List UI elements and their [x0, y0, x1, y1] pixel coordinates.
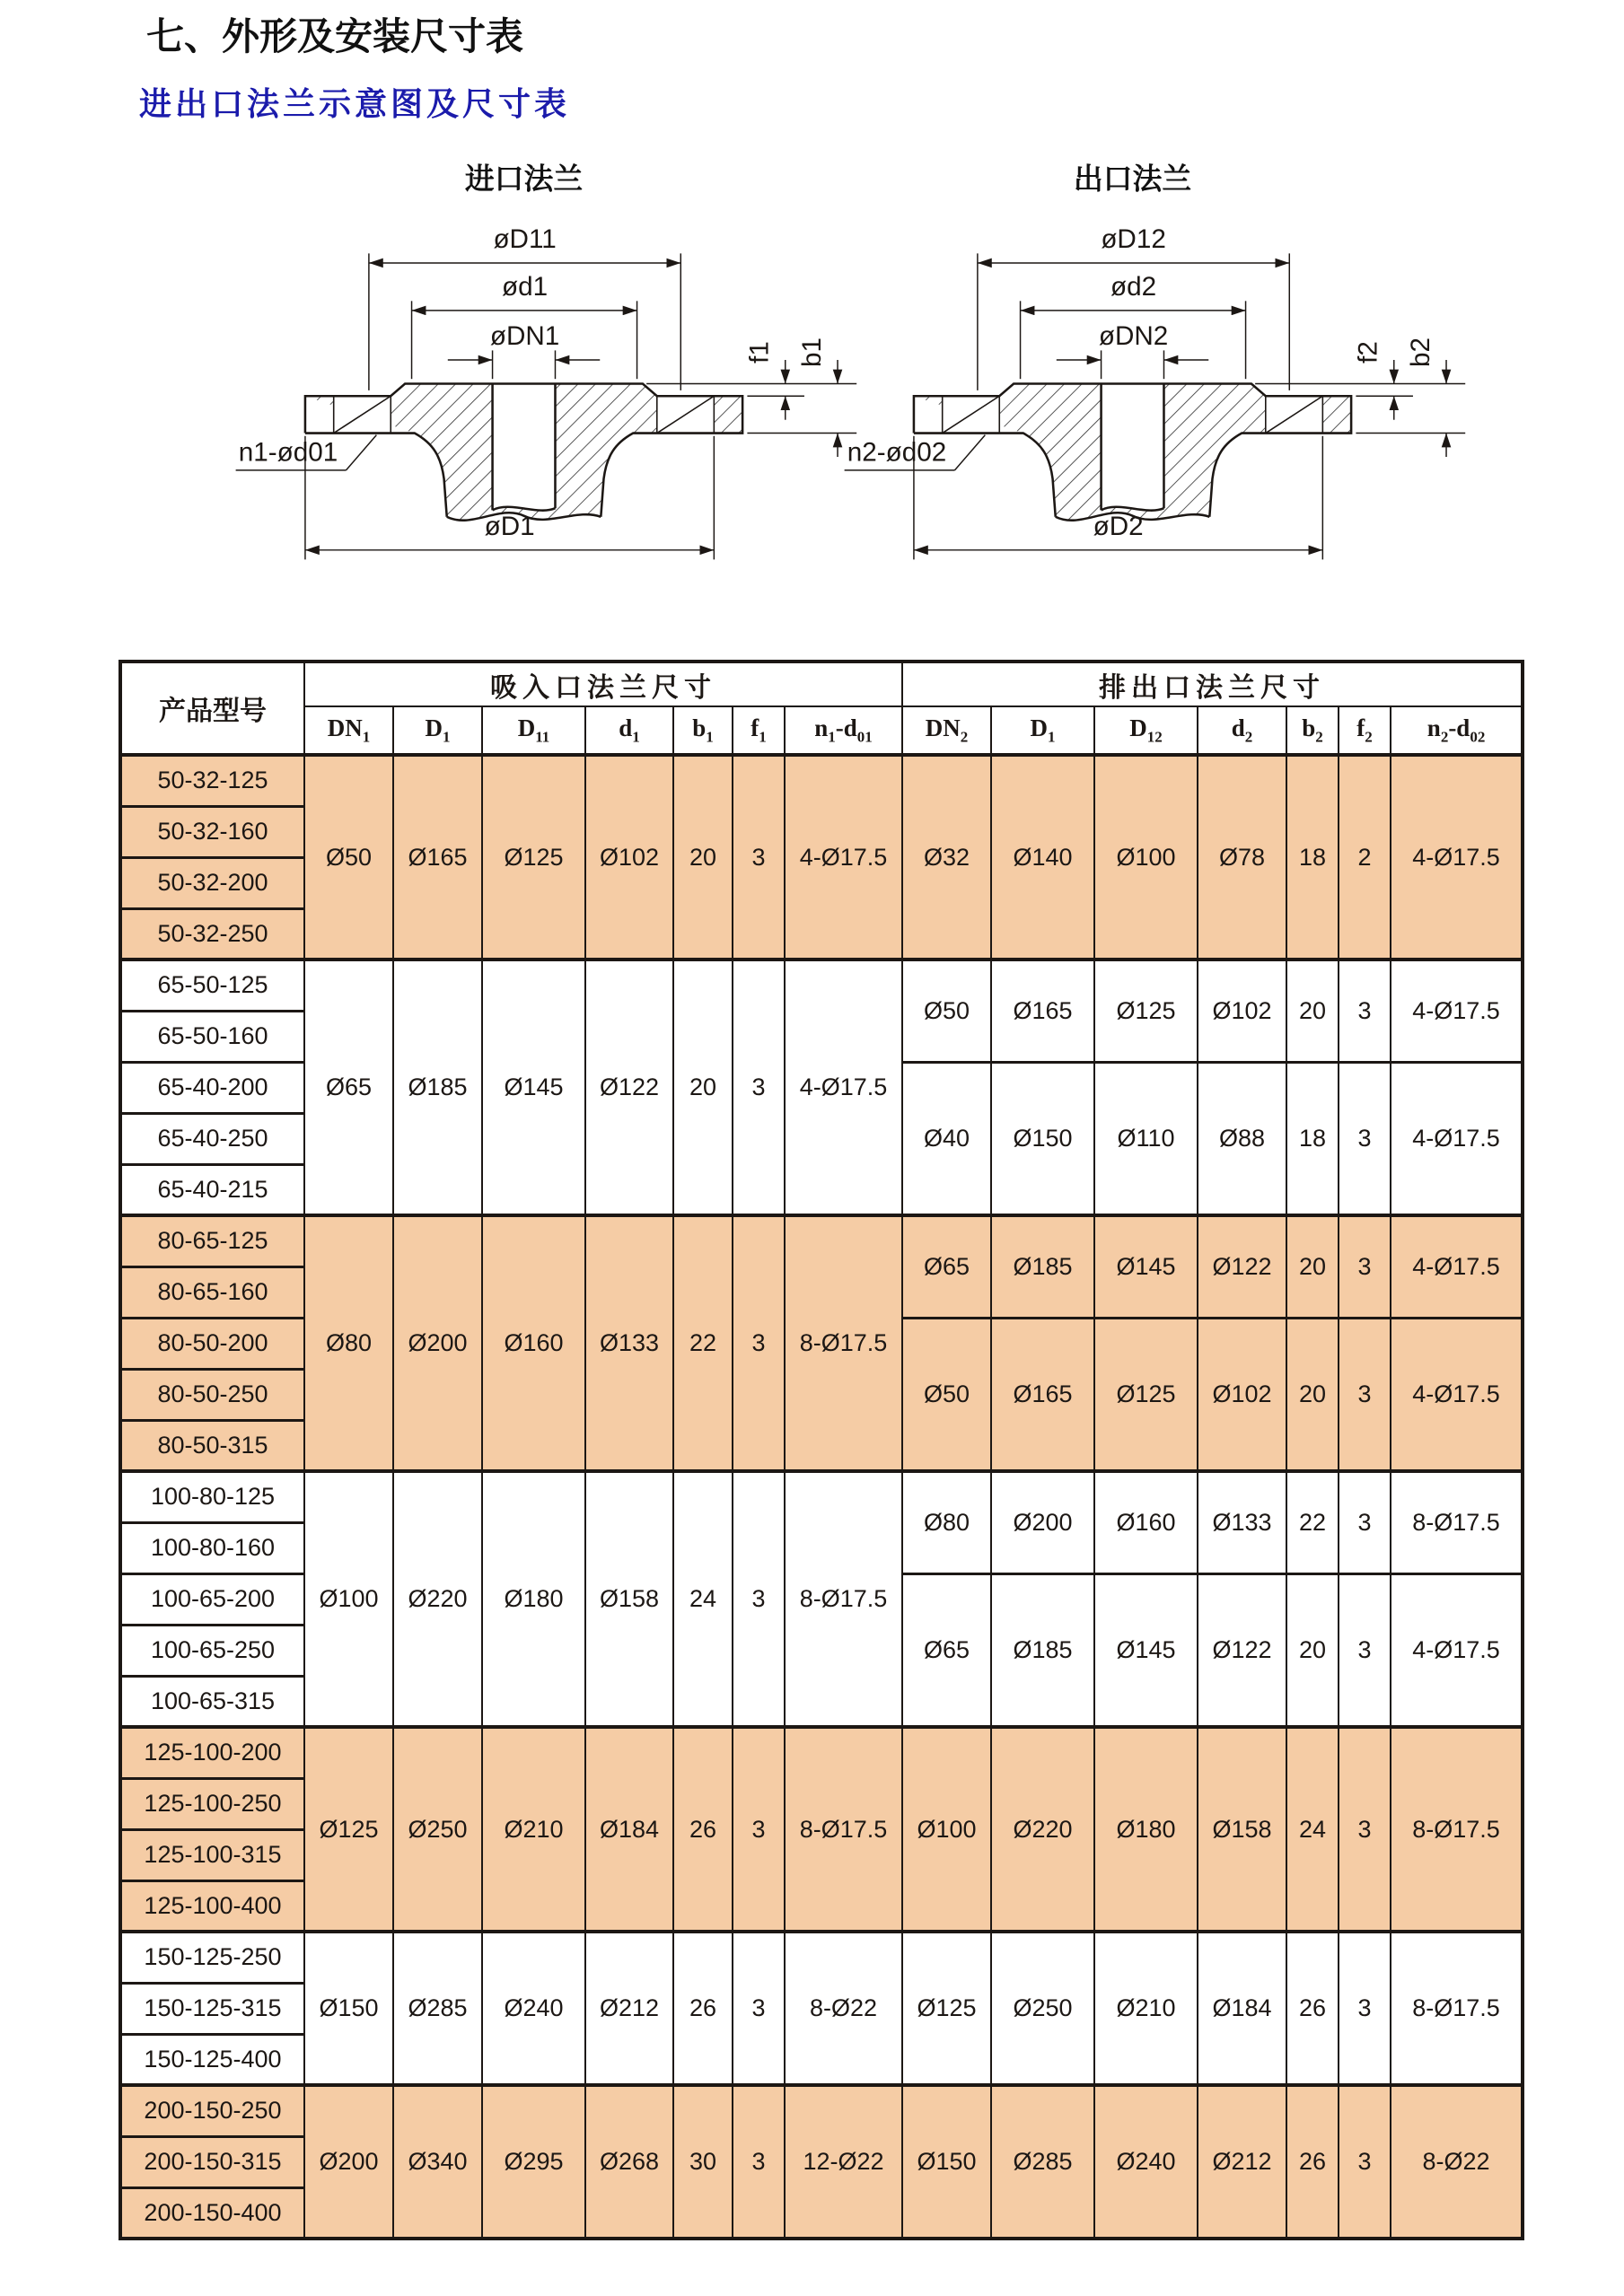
value-cell: 4-Ø17.5: [785, 960, 902, 1215]
value-cell: 8-Ø17.5: [1391, 1471, 1523, 1573]
value-cell: 3: [733, 755, 785, 960]
value-cell: Ø40: [902, 1062, 991, 1215]
model-cell: 125-100-200: [120, 1727, 304, 1778]
value-cell: Ø185: [991, 1215, 1094, 1318]
model-cell: 150-125-250: [120, 1932, 304, 1983]
value-cell: Ø268: [585, 2085, 673, 2239]
value-cell: 3: [733, 1727, 785, 1932]
value-cell: Ø50: [304, 755, 393, 960]
value-cell: Ø65: [902, 1573, 991, 1727]
value-cell: Ø184: [1198, 1932, 1286, 2085]
value-cell: 8-Ø17.5: [1391, 1727, 1523, 1932]
value-cell: Ø240: [482, 1932, 585, 2085]
table-subheader-row: [120, 706, 1523, 755]
model-cell: 65-40-215: [120, 1164, 304, 1215]
value-cell: Ø150: [991, 1062, 1094, 1215]
section-header-suction: 吸入口法兰尺寸: [304, 662, 902, 706]
value-cell: 3: [1339, 1215, 1391, 1318]
value-cell: Ø150: [902, 2085, 991, 2239]
value-cell: 18: [1286, 755, 1339, 960]
model-cell: 100-65-250: [120, 1625, 304, 1676]
value-cell: 12-Ø22: [785, 2085, 902, 2239]
value-cell: Ø185: [991, 1573, 1094, 1727]
value-cell: Ø100: [902, 1727, 991, 1932]
value-cell: Ø110: [1094, 1062, 1198, 1215]
value-cell: 3: [733, 1932, 785, 2085]
model-cell: 100-65-315: [120, 1676, 304, 1727]
model-cell: 50-32-200: [120, 857, 304, 908]
dim-label-f2: f2: [1353, 341, 1383, 364]
column-header: $b_2$: [1286, 706, 1339, 755]
value-cell: Ø65: [304, 960, 393, 1215]
value-cell: 2: [1339, 755, 1391, 960]
table-row: [120, 755, 1523, 806]
value-cell: Ø160: [482, 1215, 585, 1471]
column-header-model: 产品型号: [120, 662, 304, 755]
value-cell: Ø102: [1198, 960, 1286, 1062]
value-cell: Ø165: [393, 755, 482, 960]
value-cell: Ø212: [1198, 2085, 1286, 2239]
value-cell: Ø145: [1094, 1215, 1198, 1318]
value-cell: 8-Ø17.5: [785, 1471, 902, 1727]
value-cell: 20: [673, 755, 733, 960]
value-cell: 20: [1286, 1318, 1339, 1471]
dim-label-DN1: øDN1: [489, 321, 560, 352]
value-cell: 30: [673, 2085, 733, 2239]
value-cell: Ø165: [991, 960, 1094, 1062]
bolt-count-label-inlet: n1-ød01: [238, 437, 338, 468]
value-cell: Ø102: [585, 755, 673, 960]
value-cell: 8-Ø17.5: [785, 1215, 902, 1471]
value-cell: Ø50: [902, 960, 991, 1062]
value-cell: Ø88: [1198, 1062, 1286, 1215]
value-cell: 20: [673, 960, 733, 1215]
value-cell: Ø212: [585, 1932, 673, 2085]
column-header: $f_1$: [733, 706, 785, 755]
value-cell: Ø250: [991, 1932, 1094, 2085]
column-header: $DN_2$: [902, 706, 991, 755]
value-cell: Ø145: [482, 960, 585, 1215]
model-cell: 125-100-315: [120, 1829, 304, 1880]
value-cell: 3: [733, 2085, 785, 2239]
value-cell: Ø125: [1094, 1318, 1198, 1471]
dim-label-D11: øD11: [493, 224, 557, 255]
value-cell: 8-Ø17.5: [785, 1727, 902, 1932]
model-cell: 100-80-125: [120, 1471, 304, 1522]
model-cell: 80-65-160: [120, 1266, 304, 1318]
value-cell: Ø285: [991, 2085, 1094, 2239]
value-cell: 4-Ø17.5: [1391, 960, 1523, 1062]
value-cell: Ø184: [585, 1727, 673, 1932]
dim-label-b2: b2: [1405, 337, 1435, 368]
value-cell: Ø78: [1198, 755, 1286, 960]
dim-label-DN2: øDN2: [1098, 321, 1169, 352]
bolt-count-label-outlet: n2-ød02: [847, 437, 947, 468]
value-cell: 3: [733, 1471, 785, 1727]
value-cell: Ø133: [585, 1215, 673, 1471]
outlet-flange-drawing: [842, 151, 1470, 569]
outlet-drawing-title: 出口法兰: [1073, 163, 1192, 197]
value-cell: Ø210: [482, 1727, 585, 1932]
value-cell: Ø140: [991, 755, 1094, 960]
value-cell: 4-Ø17.5: [1391, 1573, 1523, 1727]
model-cell: 125-100-400: [120, 1880, 304, 1932]
value-cell: Ø200: [991, 1471, 1094, 1573]
model-cell: 80-65-125: [120, 1215, 304, 1266]
value-cell: Ø220: [393, 1471, 482, 1727]
table-row: [120, 1471, 1523, 1522]
value-cell: Ø133: [1198, 1471, 1286, 1573]
bore-channel: [493, 383, 556, 510]
value-cell: Ø122: [585, 960, 673, 1215]
model-cell: 65-50-160: [120, 1011, 304, 1062]
inlet-drawing-title: 进口法兰: [464, 163, 584, 197]
value-cell: Ø185: [393, 960, 482, 1215]
column-header: $d_1$: [585, 706, 673, 755]
table-row: [120, 1727, 1523, 1778]
value-cell: 20: [1286, 960, 1339, 1062]
inlet-flange-drawing: [233, 151, 862, 569]
table-row: [120, 1932, 1523, 1983]
value-cell: 4-Ø17.5: [1391, 1215, 1523, 1318]
value-cell: 26: [673, 1932, 733, 2085]
value-cell: Ø220: [991, 1727, 1094, 1932]
value-cell: 22: [1286, 1471, 1339, 1573]
dim-label-D12: øD12: [1101, 224, 1166, 255]
column-header: $DN_1$: [304, 706, 393, 755]
value-cell: 4-Ø17.5: [1391, 1318, 1523, 1471]
dim-label-b1: b1: [796, 337, 827, 368]
dim-label-d1: ød1: [502, 271, 549, 302]
column-header: $d_2$: [1198, 706, 1286, 755]
model-cell: 200-150-250: [120, 2085, 304, 2136]
value-cell: Ø125: [1094, 960, 1198, 1062]
value-cell: Ø158: [1198, 1727, 1286, 1932]
table-row: [120, 960, 1523, 1011]
value-cell: Ø125: [902, 1932, 991, 2085]
model-cell: 65-50-125: [120, 960, 304, 1011]
value-cell: Ø160: [1094, 1471, 1198, 1573]
model-cell: 50-32-125: [120, 755, 304, 806]
model-cell: 65-40-250: [120, 1113, 304, 1164]
section-header-discharge: 排出口法兰尺寸: [902, 662, 1523, 706]
value-cell: Ø250: [393, 1727, 482, 1932]
value-cell: 3: [1339, 960, 1391, 1062]
column-header: $D_1$: [991, 706, 1094, 755]
value-cell: Ø100: [1094, 755, 1198, 960]
column-header: $D_1$: [393, 706, 482, 755]
flange-dimension-table: [119, 660, 1524, 2240]
value-cell: 18: [1286, 1062, 1339, 1215]
value-cell: 3: [1339, 1573, 1391, 1727]
value-cell: Ø145: [1094, 1573, 1198, 1727]
value-cell: 8-Ø22: [1391, 2085, 1523, 2239]
value-cell: Ø50: [902, 1318, 991, 1471]
value-cell: 20: [1286, 1215, 1339, 1318]
value-cell: 3: [1339, 1727, 1391, 1932]
value-cell: Ø122: [1198, 1215, 1286, 1318]
table-row: [120, 1215, 1523, 1266]
value-cell: 24: [673, 1471, 733, 1727]
value-cell: Ø102: [1198, 1318, 1286, 1471]
value-cell: Ø125: [304, 1727, 393, 1932]
value-cell: 3: [733, 1215, 785, 1471]
value-cell: Ø150: [304, 1932, 393, 2085]
value-cell: Ø240: [1094, 2085, 1198, 2239]
model-cell: 200-150-315: [120, 2136, 304, 2187]
model-cell: 100-65-200: [120, 1573, 304, 1625]
value-cell: 20: [1286, 1573, 1339, 1727]
value-cell: 8-Ø17.5: [1391, 1932, 1523, 2085]
model-cell: 100-80-160: [120, 1522, 304, 1573]
bore-channel: [1102, 383, 1164, 510]
page-title: 七、外形及安装尺寸表: [146, 17, 524, 58]
model-cell: 50-32-160: [120, 806, 304, 857]
value-cell: 24: [1286, 1727, 1339, 1932]
value-cell: 22: [673, 1215, 733, 1471]
value-cell: 4-Ø17.5: [785, 755, 902, 960]
value-cell: Ø180: [1094, 1727, 1198, 1932]
value-cell: Ø65: [902, 1215, 991, 1318]
value-cell: 3: [1339, 1318, 1391, 1471]
table-header-row: [120, 662, 1523, 706]
model-cell: 80-50-200: [120, 1318, 304, 1369]
value-cell: 26: [673, 1727, 733, 1932]
value-cell: Ø210: [1094, 1932, 1198, 2085]
column-header: $n_2-d_{02}$: [1391, 706, 1523, 755]
value-cell: Ø285: [393, 1932, 482, 2085]
value-cell: Ø122: [1198, 1573, 1286, 1727]
column-header: $D_{12}$: [1094, 706, 1198, 755]
section-subtitle: 进出口法兰示意图及尺寸表: [139, 86, 571, 122]
dim-label-D2: øD2: [1093, 511, 1144, 541]
value-cell: 4-Ø17.5: [1391, 755, 1523, 960]
value-cell: Ø125: [482, 755, 585, 960]
dim-label-D1: øD1: [484, 511, 535, 541]
value-cell: 3: [1339, 1932, 1391, 2085]
value-cell: Ø340: [393, 2085, 482, 2239]
value-cell: Ø165: [991, 1318, 1094, 1471]
value-cell: Ø80: [902, 1471, 991, 1573]
dim-label-f1: f1: [744, 341, 775, 364]
column-header: $n_1-d_{01}$: [785, 706, 902, 755]
model-cell: 150-125-400: [120, 2034, 304, 2085]
value-cell: Ø100: [304, 1471, 393, 1727]
model-cell: 125-100-250: [120, 1778, 304, 1829]
value-cell: Ø158: [585, 1471, 673, 1727]
model-cell: 150-125-315: [120, 1983, 304, 2034]
value-cell: 3: [1339, 2085, 1391, 2239]
value-cell: 8-Ø22: [785, 1932, 902, 2085]
value-cell: 3: [1339, 1471, 1391, 1573]
value-cell: 4-Ø17.5: [1391, 1062, 1523, 1215]
column-header: $f_2$: [1339, 706, 1391, 755]
value-cell: 3: [733, 960, 785, 1215]
value-cell: Ø180: [482, 1471, 585, 1727]
model-cell: 200-150-400: [120, 2187, 304, 2239]
value-cell: 26: [1286, 2085, 1339, 2239]
value-cell: 3: [1339, 1062, 1391, 1215]
value-cell: Ø295: [482, 2085, 585, 2239]
value-cell: 26: [1286, 1932, 1339, 2085]
dim-label-d2: ød2: [1110, 271, 1157, 302]
model-cell: 80-50-250: [120, 1369, 304, 1420]
value-cell: Ø200: [304, 2085, 393, 2239]
model-cell: 80-50-315: [120, 1420, 304, 1471]
table-row: [120, 2085, 1523, 2136]
model-cell: 65-40-200: [120, 1062, 304, 1113]
column-header: $D_{11}$: [482, 706, 585, 755]
value-cell: Ø32: [902, 755, 991, 960]
value-cell: Ø200: [393, 1215, 482, 1471]
value-cell: Ø80: [304, 1215, 393, 1471]
column-header: $b_1$: [673, 706, 733, 755]
model-cell: 50-32-250: [120, 908, 304, 960]
